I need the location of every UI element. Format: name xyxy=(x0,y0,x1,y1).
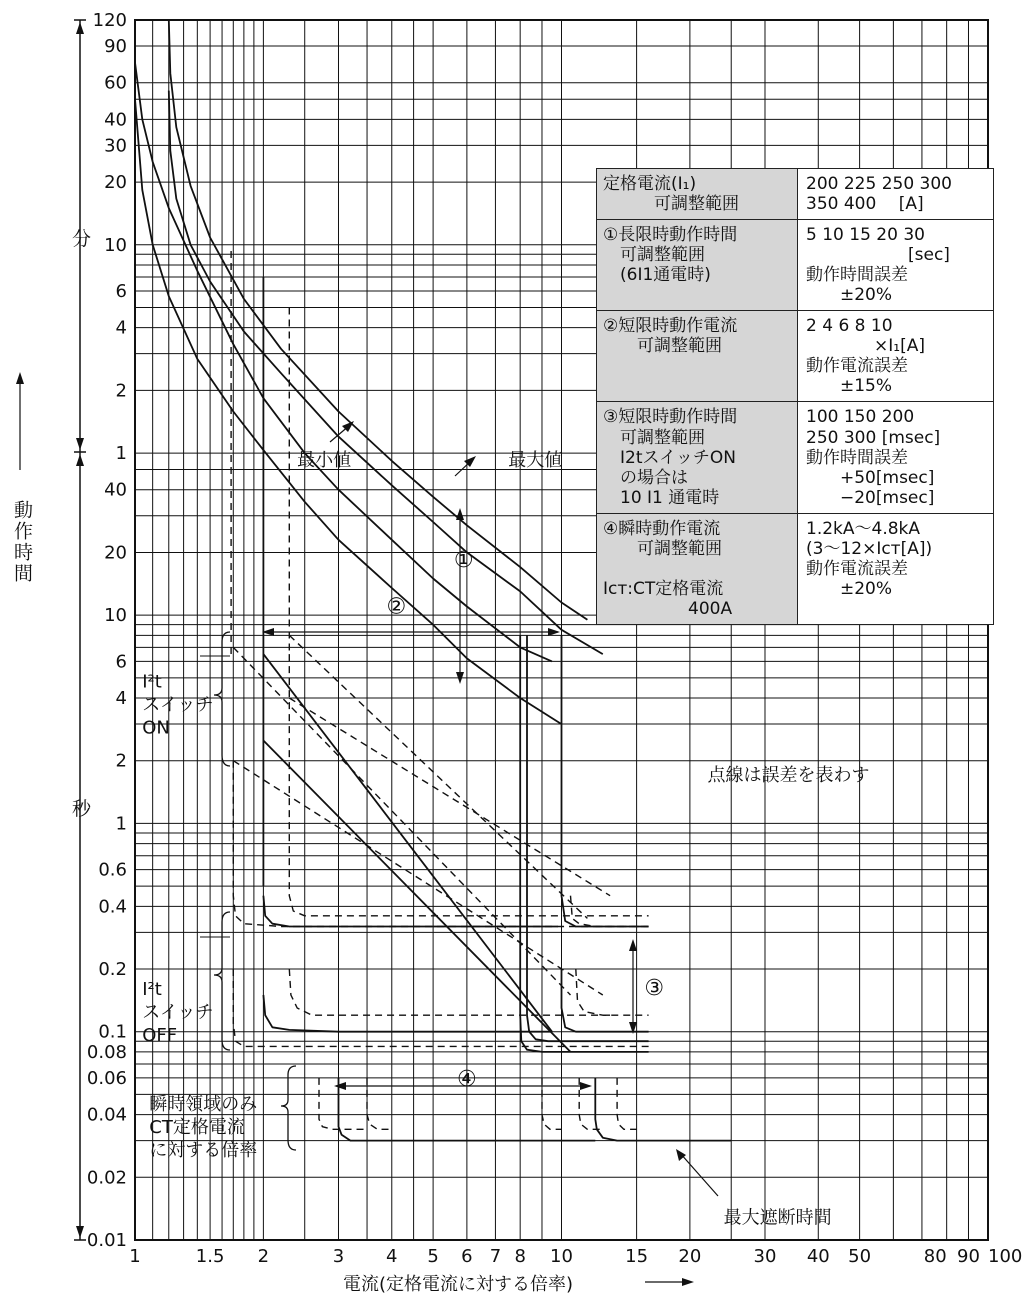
y-tick-label-minutes: 1 xyxy=(115,443,127,465)
annotation-label: 最小値 xyxy=(297,450,352,472)
y-tick-label-seconds: 2 xyxy=(115,750,127,772)
x-tick-label: 50 xyxy=(848,1246,872,1267)
y-axis-title: 動作時間 xyxy=(11,500,33,584)
y-unit-minutes: 分 xyxy=(72,228,92,250)
spec-label-cell: ②短限時動作電流 可調整範囲 xyxy=(597,311,798,402)
x-tick-label: 80 xyxy=(923,1246,947,1267)
y-tick-label-seconds: 0.6 xyxy=(98,859,127,881)
spec-table-row xyxy=(597,402,994,513)
y-tick-label-seconds: 0.08 xyxy=(86,1041,127,1063)
annotation-label: I²t スイッチ ON xyxy=(142,671,214,739)
x-tick-label: 20 xyxy=(678,1246,702,1267)
y-tick-label-seconds: 20 xyxy=(104,542,127,564)
y-tick-label-minutes: 120 xyxy=(92,10,127,31)
spec-label-cell: ①長限時動作時間 可調整範囲 (6I1通電時) xyxy=(597,220,798,311)
x-tick-label: 10 xyxy=(550,1246,573,1267)
curve-dashed xyxy=(576,969,649,1015)
x-tick-label: 90 xyxy=(957,1246,980,1267)
y-tick-label-seconds: 0.02 xyxy=(86,1167,127,1189)
y-tick-label-seconds: 0.06 xyxy=(86,1067,127,1089)
annotation-label: 点線は誤差を表わす xyxy=(707,764,870,786)
annotation-label: 最大遮断時間 xyxy=(723,1207,832,1229)
annotation-label: 最大値 xyxy=(508,450,563,472)
annotation-label: ③ xyxy=(644,976,665,1002)
spec-value-cell: 100 150 200 250 300 [msec] 動作時間誤差 +50[msec] −20[msec] xyxy=(798,402,994,513)
x-tick-label: 2 xyxy=(257,1246,270,1267)
x-tick-label: 30 xyxy=(753,1246,777,1267)
y-tick-label-minutes: 40 xyxy=(104,109,127,131)
y-tick-label-minutes: 10 xyxy=(104,234,127,256)
y-tick-label-minutes: 4 xyxy=(115,317,127,339)
curve-solid xyxy=(595,1078,731,1141)
y-tick-label-seconds: 0.01 xyxy=(86,1230,127,1251)
x-axis-title: 電流(定格電流に対する倍率) xyxy=(343,1274,574,1295)
annotation-label: I²t スイッチ OFF xyxy=(142,979,214,1047)
y-tick-label-seconds: 0.2 xyxy=(98,959,127,981)
x-tick-label: 8 xyxy=(514,1246,526,1267)
curve-solid xyxy=(263,741,570,1052)
y-unit-seconds: 秒 xyxy=(72,798,92,820)
curve-dashed xyxy=(289,654,648,916)
annotation-label: ④ xyxy=(457,1066,477,1092)
curve-dashed xyxy=(617,1078,637,1129)
curve-solid xyxy=(562,635,649,926)
spec-value-cell: 1.2kA〜4.8kA (3〜12×Icт[A]) 動作電流誤差 ±20% xyxy=(798,513,994,624)
spec-value-cell: 2 4 6 8 10 ×I₁[A] 動作電流誤差 ±15% xyxy=(798,311,994,402)
curve-solid xyxy=(263,896,557,927)
y-tick-label-seconds: 0.4 xyxy=(98,896,127,918)
y-tick-label-seconds: 40 xyxy=(104,479,127,501)
spec-table-row xyxy=(597,169,994,220)
spec-label-cell: ③短限時動作時間 可調整範囲 I2tスイッチON の場合は 10 I1 通電時 xyxy=(597,402,798,513)
x-tick-label: 4 xyxy=(386,1246,398,1267)
y-tick-label-seconds: 0.04 xyxy=(86,1104,127,1126)
spec-table-row xyxy=(597,311,994,402)
spec-table-row xyxy=(597,513,994,624)
x-tick-label: 5 xyxy=(427,1246,439,1267)
spec-table xyxy=(596,168,994,625)
y-tick-label-seconds: 6 xyxy=(115,651,127,673)
x-tick-label: 6 xyxy=(461,1246,473,1267)
x-tick-label: 1.5 xyxy=(195,1246,225,1267)
spec-label-cell: 定格電流(I₁) 可調整範囲 xyxy=(597,169,798,220)
y-tick-label-minutes: 60 xyxy=(104,72,127,94)
spec-value-cell: 5 10 15 20 30 [sec] 動作時間誤差 ±20% xyxy=(798,220,994,311)
x-tick-label: 40 xyxy=(806,1246,830,1267)
annotation-label: ② xyxy=(386,594,407,620)
y-tick-label-seconds: 0.1 xyxy=(98,1021,127,1043)
y-tick-label-minutes: 20 xyxy=(104,172,127,194)
y-tick-label-seconds: 1 xyxy=(115,813,127,835)
annotation-label: ① xyxy=(453,548,474,574)
curve-solid xyxy=(169,91,603,655)
y-tick-label-minutes: 30 xyxy=(104,135,127,157)
x-tick-label: 3 xyxy=(332,1246,345,1267)
y-tick-label-minutes: 6 xyxy=(115,280,127,302)
x-tick-label: 7 xyxy=(489,1246,502,1267)
spec-value-cell: 200 225 250 300 350 400 [A] xyxy=(798,169,994,220)
curve-dashed xyxy=(233,969,648,1046)
spec-table-row xyxy=(597,220,994,311)
x-tick-label: 1 xyxy=(129,1246,141,1267)
y-tick-label-seconds: 10 xyxy=(104,605,127,627)
x-tick-label: 15 xyxy=(625,1246,649,1267)
x-tick-label: 100 xyxy=(988,1246,1023,1267)
spec-label-cell: ④瞬時動作電流 可調整範囲 Icт:CT定格電流 400A xyxy=(597,513,798,624)
y-tick-label-seconds: 4 xyxy=(115,688,127,710)
curve-dashed xyxy=(233,761,603,995)
annotation-label: 瞬時領域のみ CT定格電流に対する倍率 xyxy=(149,1094,258,1162)
y-tick-label-minutes: 2 xyxy=(115,380,127,402)
curve-solid xyxy=(527,635,649,1041)
y-tick-label-minutes: 90 xyxy=(104,36,127,58)
